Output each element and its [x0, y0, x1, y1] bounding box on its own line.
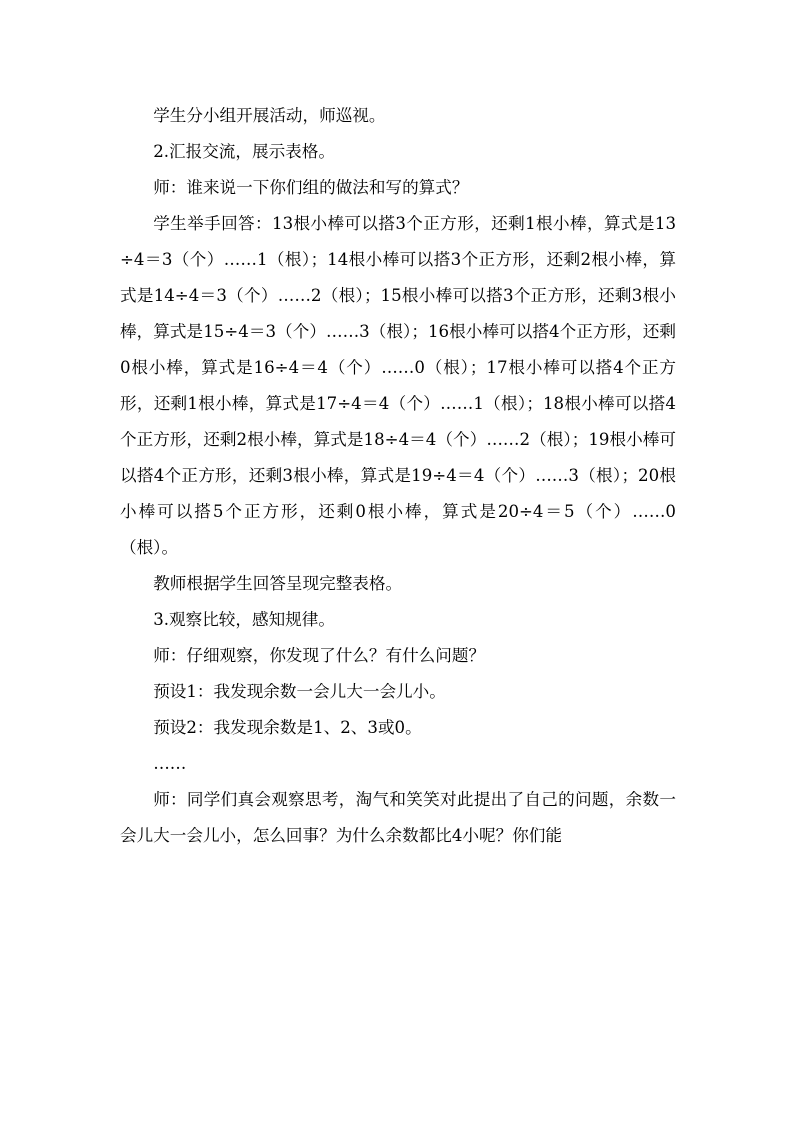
paragraph-complete-table: 教师根据学生回答呈现完整表格。 — [153, 574, 403, 593]
document-body — [120, 98, 676, 854]
paragraph-ellipsis: …… — [153, 754, 187, 773]
paragraph-preset-2: 预设2：我发现余数是1、2、3或0。 — [153, 718, 422, 737]
paragraph-step-3: 3.观察比较，感知规律。 — [153, 610, 335, 629]
paragraph-teacher-question: 师：谁来说一下你们组的做法和写的算式？ — [153, 178, 469, 197]
paragraph-teacher-observe: 师：仔细观察，你发现了什么？有什么问题？ — [153, 646, 486, 665]
paragraph-preset-1: 预设1：我发现余数一会儿大一会儿小。 — [153, 682, 446, 701]
paragraph-group-activity: 学生分小组开展活动，师巡视。 — [153, 106, 386, 125]
paragraph-student-answers: 学生举手回答：13根小棒可以搭3个正方形，还剩1根小棒，算式是13÷4＝3（个）……1（根）；14根小棒可以搭3个正方形，还剩2根小棒，算式是14÷4＝3（个）……2（根）；15根小棒可以搭3个正方形，还剩3根小棒，算式是15÷4＝3（个）……3（根）；16根小棒可以搭4个正方形，还剩0根小棒，算式是16÷4＝4（个）……0（根）；17根小棒可以搭4个正方形，还剩1根小棒，算式是17÷4＝4（个）……1（根）；18根小棒可以搭4个正方形，还剩2根小棒，算式是18÷4＝4（个）……2（根）；19根小棒可以搭4个正方形，还剩3根小棒，算式是19÷4＝4（个）……3（根）；20根小棒可以搭5个正方形，还剩0根小棒，算式是20÷4＝5（个）……0（根）。 — [120, 214, 676, 557]
paragraph-step-2: 2.汇报交流，展示表格。 — [153, 142, 335, 161]
paragraph-teacher-praise: 师：同学们真会观察思考，淘气和笑笑对此提出了自己的问题，余数一会儿大一会儿小，怎么回事？为什么余数都比4小呢？你们能 — [120, 790, 676, 845]
